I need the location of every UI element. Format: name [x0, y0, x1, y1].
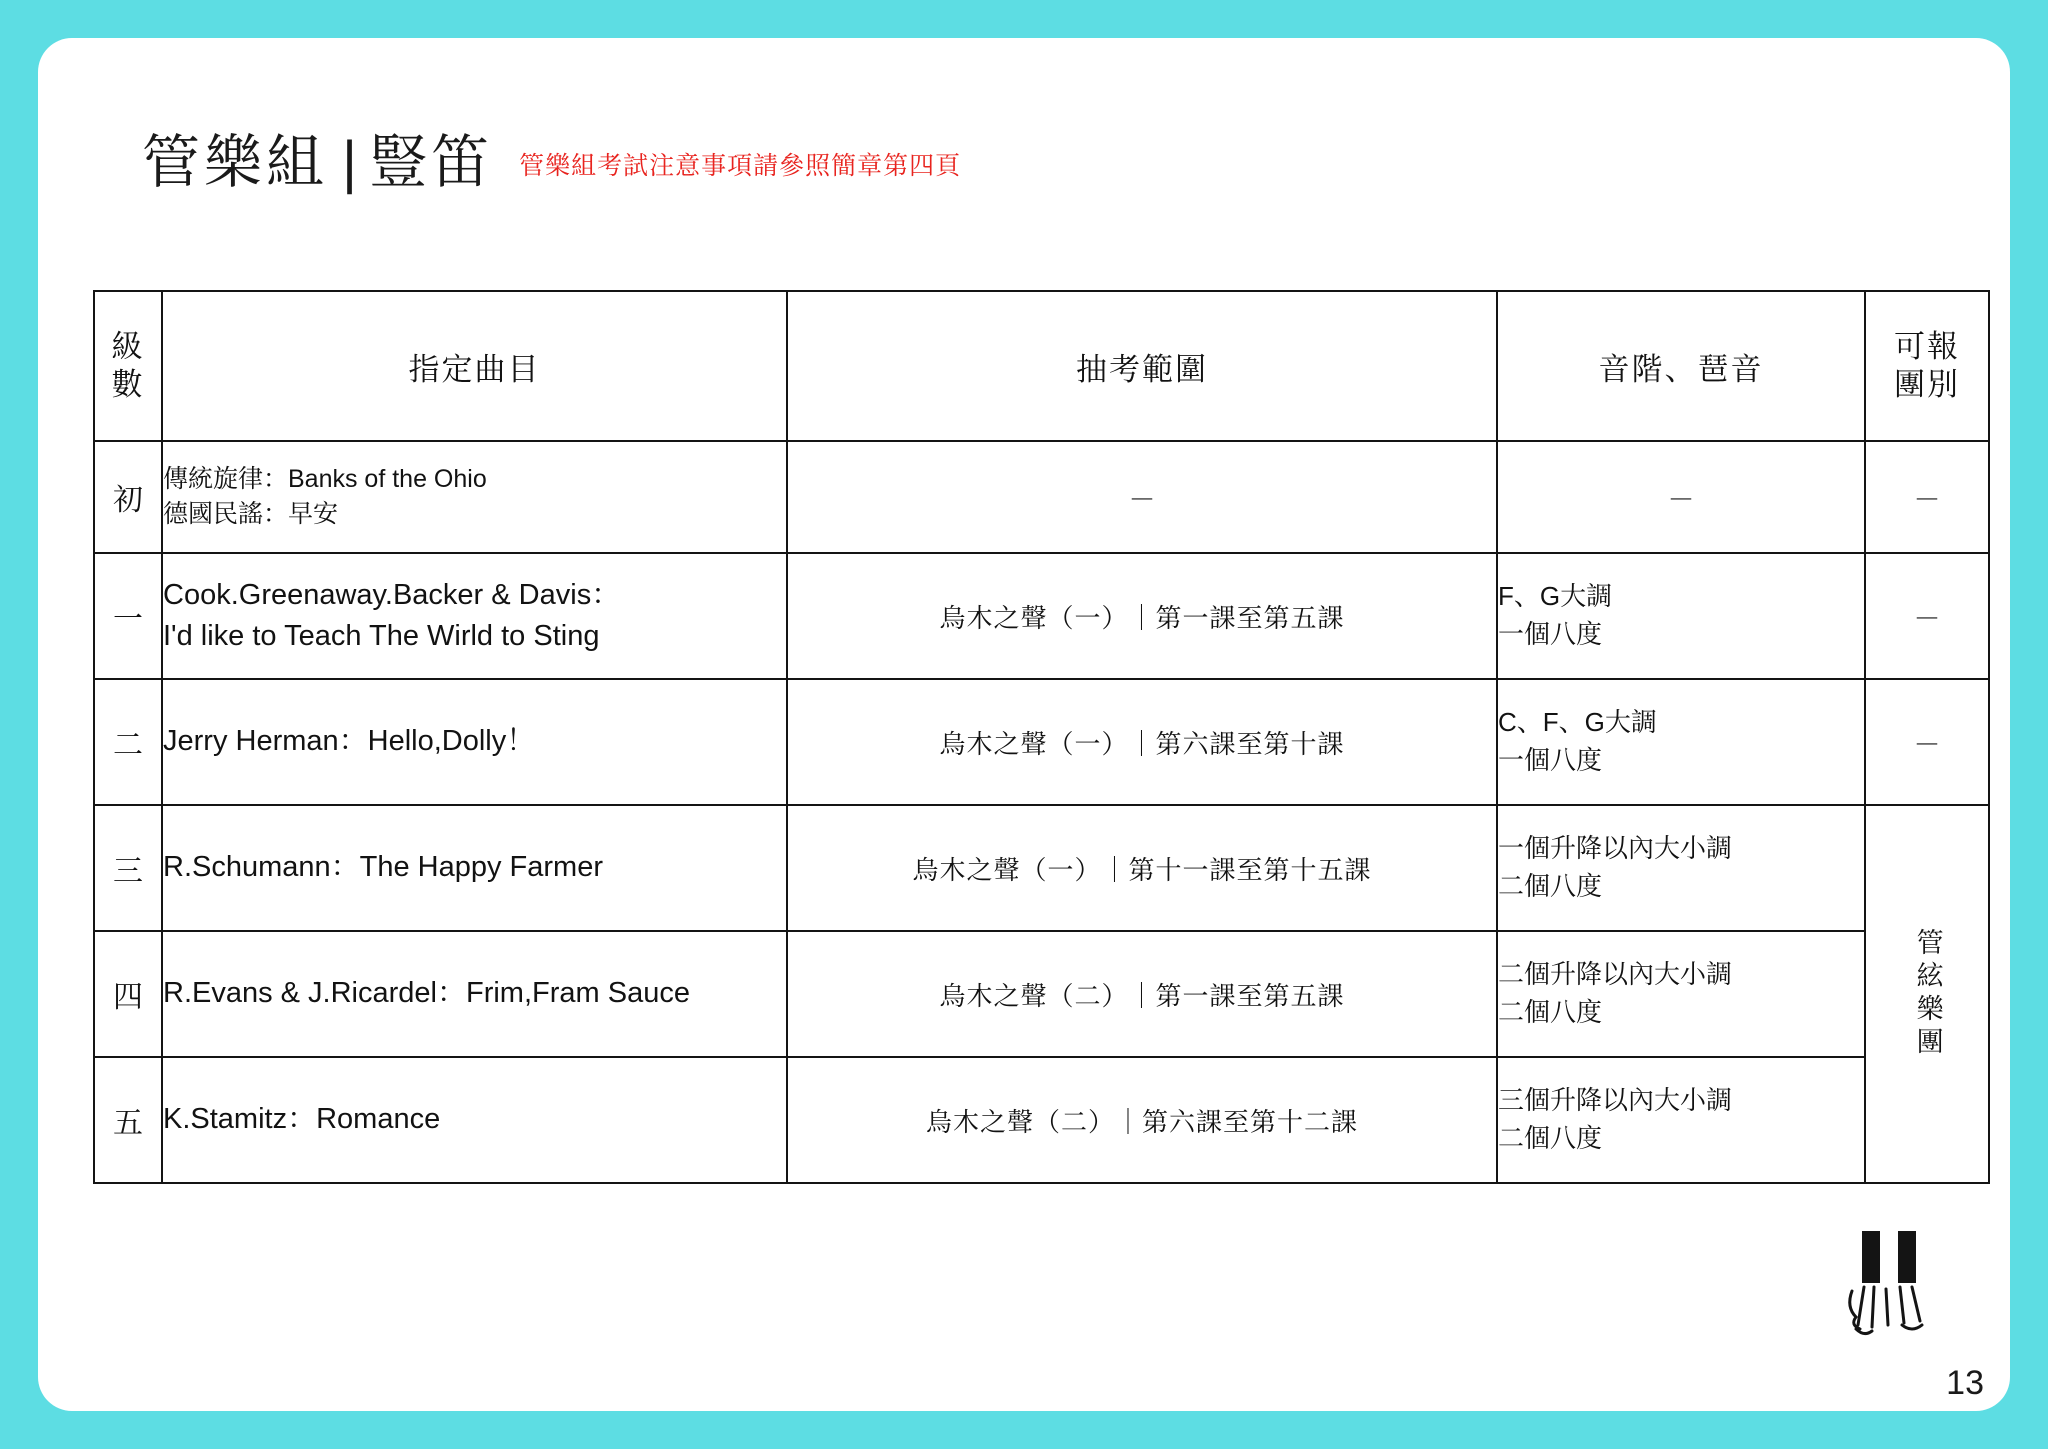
- title-separator: |: [342, 130, 358, 195]
- cell-range: 烏木之聲（一）｜第六課至第十課: [787, 679, 1497, 805]
- cell-piece-line1: R.Schumann：The Happy Farmer: [163, 851, 603, 884]
- cell-scale-line1: C、F、G大調: [1498, 707, 1657, 738]
- cell-scale-line2: 一個八度: [1498, 619, 1603, 649]
- cell-grade: 初: [94, 441, 162, 553]
- cell-piece: [162, 441, 787, 553]
- cell-grade: 四: [94, 931, 162, 1057]
- cell-scale-line2: 二個八度: [1498, 871, 1603, 901]
- cell-scale: [1497, 679, 1865, 805]
- slide-canvas: [38, 38, 2010, 1411]
- column-header-grade-line1: 級: [111, 329, 145, 365]
- cell-piece: [162, 931, 787, 1057]
- cell-range: －: [787, 441, 1497, 553]
- cell-scale-line1: 三個升降以內大小調: [1498, 1085, 1733, 1116]
- table-row: [94, 679, 1989, 805]
- cell-grade: 一: [94, 553, 162, 679]
- cell-grade: 二: [94, 679, 162, 805]
- table-row: [94, 931, 1989, 1057]
- cell-scale: [1497, 805, 1865, 931]
- cell-scale-line1: F、G大調: [1498, 581, 1613, 612]
- cell-piece-line1: Jerry Herman：Hello,Dolly！: [163, 725, 536, 758]
- table-row: [94, 805, 1989, 931]
- cell-piece-line1: K.Stamitz：Romance: [163, 1103, 441, 1136]
- table-row: [94, 553, 1989, 679]
- page-number: 13: [1946, 1364, 1984, 1402]
- page-title: 管樂組: [142, 130, 329, 195]
- cell-piece: [162, 805, 787, 931]
- cell-piece-line2: I'd like to Teach The Wirld to Sting: [163, 620, 600, 652]
- cell-piece-line1: Cook.Greenaway.Backer & Davis：: [163, 578, 621, 611]
- cell-piece: [162, 1057, 787, 1183]
- cell-group: －: [1865, 553, 1989, 679]
- grade-requirements-table: [93, 290, 1990, 1184]
- column-header-group-line2: 團別: [1894, 367, 1960, 402]
- cell-grade: 五: [94, 1057, 162, 1183]
- cell-piece: [162, 553, 787, 679]
- cell-scale: [1497, 553, 1865, 679]
- table-row: [94, 441, 1989, 553]
- table-row: [94, 1057, 1989, 1183]
- cell-range: 烏木之聲（二）｜第六課至第十二課: [787, 1057, 1497, 1183]
- table-header-row: [94, 291, 1989, 441]
- cell-range: 烏木之聲（一）｜第一課至第五課: [787, 553, 1497, 679]
- cell-group: －: [1865, 441, 1989, 553]
- column-header-group-line1: 可報: [1894, 329, 1960, 365]
- cell-grade: 三: [94, 805, 162, 931]
- cell-scale-line2: 一個八度: [1498, 745, 1603, 775]
- column-header-grade: [94, 291, 162, 441]
- cell-scale: －: [1497, 441, 1865, 553]
- cell-scale: [1497, 1057, 1865, 1183]
- cell-scale: [1497, 931, 1865, 1057]
- column-header-group: [1865, 291, 1989, 441]
- cell-group: －: [1865, 679, 1989, 805]
- cell-piece-line2: 德國民謠：早安: [163, 500, 339, 528]
- cell-scale-line2: 二個八度: [1498, 1123, 1603, 1153]
- column-header-range: 抽考範圍: [787, 291, 1497, 441]
- column-header-grade-line2: 數: [111, 367, 145, 402]
- cell-piece-line1: 傳統旋律：Banks of the Ohio: [163, 464, 487, 493]
- page-header: [142, 130, 962, 195]
- column-header-piece: 指定曲目: [162, 291, 787, 441]
- cell-range: 烏木之聲（一）｜第十一課至第十五課: [787, 805, 1497, 931]
- cell-scale-line1: 二個升降以內大小調: [1498, 959, 1733, 990]
- cell-range: 烏木之聲（二）｜第一課至第五課: [787, 931, 1497, 1057]
- cell-piece-line1: R.Evans & J.Ricardel：Frim,Fram Sauce: [163, 977, 690, 1010]
- cell-scale-line2: 二個八度: [1498, 997, 1603, 1027]
- cell-group-merged: 管絃樂團: [1865, 805, 1989, 1183]
- cell-piece: [162, 679, 787, 805]
- page-subtitle: 豎笛: [369, 130, 494, 195]
- exam-notice-text: 管樂組考試注意事項請參照簡章第四頁: [519, 152, 962, 180]
- cell-scale-line1: 一個升降以內大小調: [1498, 833, 1733, 864]
- music-note-mascot-icon: [1842, 1229, 1952, 1349]
- column-header-scale: 音階、琶音: [1497, 291, 1865, 441]
